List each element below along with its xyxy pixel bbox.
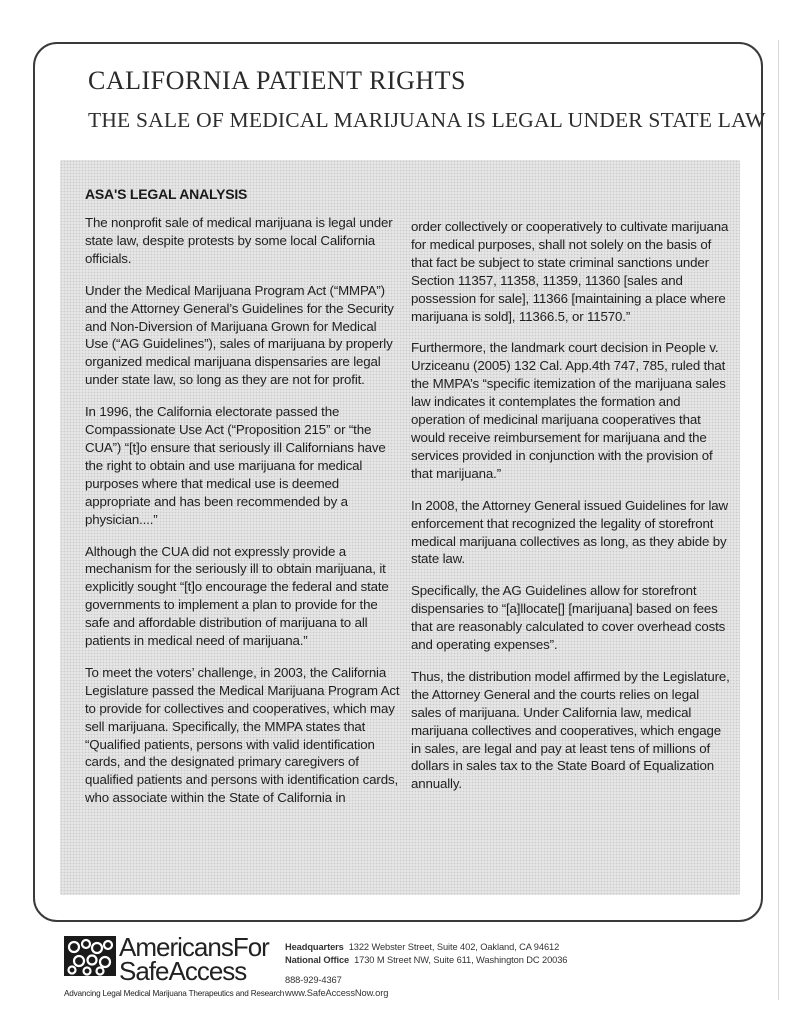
hq-address-row	[285, 941, 567, 954]
paragraph: The nonprofit sale of medical marijuana is legal under state law, despite protests by some local California officials.	[85, 215, 393, 266]
paragraph: Thus, the distribution model affirmed by the Legislature, the Attorney General and the courts relies on legal sales of marijuana. Under California law, medical marijuana collectives and cooperatives, which engage in sales, are legal and pay at least tens of millions of dollars in sales tax to the State Board of Equalization annually.	[411, 668, 730, 792]
paragraph: Specifically, the AG Guidelines allow for storefront dispensaries to “[a]llocate[] [marijuana] based on fees that are reasonably calculated to cover overhead costs and operating expenses”.	[411, 583, 726, 653]
paragraph: To meet the voters’ challenge, in 2003, the California Legislature passed the Medical Marijuana Program Act to provide for collectives and cooperatives, which may sell marijuana. Specifically, the MMPA states that “Qualified patients, persons with valid identification cards, and the designated primary caregivers of qualified patients and persons with identification cards, who associate within the State of California in	[85, 664, 400, 806]
phone-number: 888-929-4367	[285, 975, 342, 985]
hq-address: 1322 Webster Street, Suite 402, Oakland, CA 94612	[348, 942, 560, 952]
logo-tagline: Advancing Legal Medical Marijuana Therapeutics and Research	[64, 989, 285, 998]
paragraph: Furthermore, the landmark court decision in People v. Urziceanu (2005) 132 Cal. App.4th 747, 785, ruled that the MMPA’s “specific itemization of the marijuana sales law indicates it contemplates the formation and operation of medicinal marijuana cooperatives that would receive reimbursement for marijuana and the services provided in conjunction with the provision of that marijuana.”	[411, 340, 726, 481]
paragraph: Although the CUA did not expressly provide a mechanism for the seriously ill to obtain marijuana, it explicitly sought “[t]o encourage the federal and state governments to implement a plan to provide for the safe and affordable distribution of marijuana to all patients in medical need of marijuana.”	[85, 543, 389, 649]
website-link[interactable]: www.SafeAccessNow.org	[285, 987, 389, 998]
right-column	[411, 218, 731, 807]
paragraph: In 2008, the Attorney General issued Guidelines for law enforcement that recognized the legality of storefront medical marijuana collectives as long, as they abide by state law.	[411, 497, 728, 567]
asa-logo-mark-icon	[64, 936, 116, 976]
logo-text-line2: SafeAccess	[119, 956, 247, 986]
asa-logo	[64, 934, 294, 1004]
page-subtitle: THE SALE OF MEDICAL MARIJUANA IS LEGAL UNDER STATE LAW	[88, 108, 766, 132]
national-office-address: 1730 M Street NW, Suite 611, Washington DC 20036	[354, 954, 568, 965]
section-heading: ASA'S LEGAL ANALYSIS	[85, 186, 248, 202]
paragraph: Under the Medical Marijuana Program Act (“MMPA”) and the Attorney General’s Guidelines for the Security and Non-Diversion of Marijuana Grown for Medical Use (“AG Guidelines”), sales of marijuana by properly organized medical marijuana dispensaries are legal under state law, so long as they are not for profit.	[85, 282, 394, 388]
national-office-label: National Office	[285, 954, 350, 965]
footer-contact	[285, 941, 567, 999]
national-office-row	[285, 954, 567, 967]
page-title: CALIFORNIA PATIENT RIGHTS	[88, 66, 466, 95]
logo-text-line1: AmericansFor	[119, 932, 269, 962]
left-column	[85, 214, 401, 821]
paragraph: In 1996, the California electorate passed the Compassionate Use Act (“Proposition 215” or “the CUA”) “[t]o ensure that seriously ill Californians have the right to obtain and use marijuana for medical purposes where that medical use is deemed appropriate and has been recommended by a physician....”	[85, 404, 386, 527]
paragraph: order collectively or cooperatively to cultivate marijuana for medical purposes, shall not solely on the basis of that fact be subject to state criminal sanctions under Section 11357, 11358, 11359, 11360 [sales and possession for sale], 11366 [maintaining a place where marijuana is sold], 11366.5, or 11570.”	[411, 219, 729, 324]
scan-edge-line	[778, 40, 779, 1000]
hq-label: Headquarters	[285, 942, 344, 952]
